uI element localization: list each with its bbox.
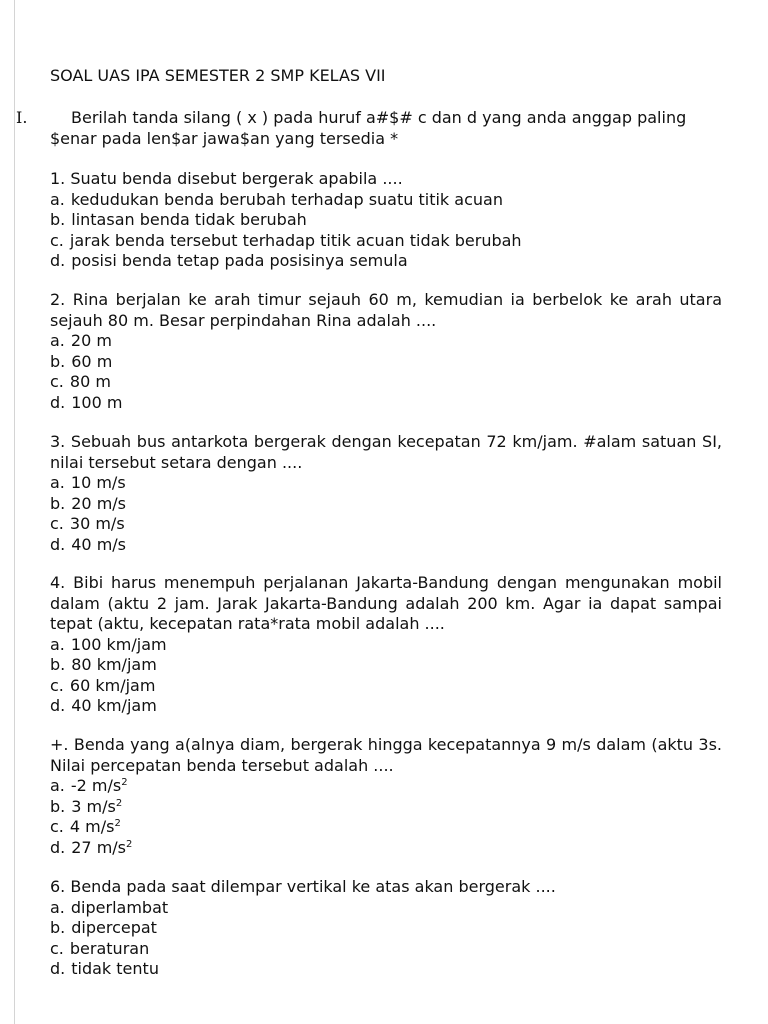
question-stem	[50, 573, 722, 635]
option-text: kedudukan benda berubah terhadap suatu titik acuan	[70, 189, 503, 209]
option-letter: c.	[50, 514, 64, 533]
option-letter: d.	[50, 392, 66, 412]
option-b[interactable]	[50, 918, 722, 939]
option-text: 27 m/s	[71, 837, 127, 857]
option-b[interactable]	[50, 210, 722, 231]
option-letter: c.	[50, 230, 64, 250]
option-d[interactable]	[50, 251, 722, 272]
option-d[interactable]	[50, 838, 722, 859]
option-text: jarak benda tersebut terhadap titik acuan tidak berubah	[69, 230, 522, 250]
option-letter: a.	[50, 634, 65, 654]
question-1	[50, 169, 722, 272]
option-c[interactable]	[50, 514, 722, 535]
superscript-exponent: 2	[121, 777, 128, 788]
option-c[interactable]	[50, 817, 722, 838]
question-stem	[50, 169, 722, 190]
option-text: -2 m/s	[70, 776, 122, 795]
option-list	[50, 635, 722, 717]
option-letter: d.	[50, 534, 66, 554]
question-text: Suatu benda disebut bergerak apabila ....	[70, 169, 403, 188]
option-text: 30 m/s	[69, 514, 125, 533]
question-stem	[50, 877, 722, 898]
option-text: 4 m/s	[69, 817, 115, 836]
option-text: 80 m	[69, 372, 111, 391]
question-number: 2.	[50, 290, 66, 309]
option-d[interactable]	[50, 959, 722, 980]
option-b[interactable]	[50, 494, 722, 515]
option-text: 20 m/s	[71, 493, 127, 513]
question-5	[50, 735, 722, 858]
option-text: 40 m/s	[71, 534, 127, 554]
question-number: +.	[50, 735, 69, 754]
question-text: Benda pada saat dilempar vertikal ke atas akan bergerak ....	[70, 877, 556, 896]
option-text: 10 m/s	[70, 473, 126, 492]
question-3	[50, 432, 722, 555]
option-text: beraturan	[69, 938, 150, 958]
option-letter: b.	[50, 918, 66, 937]
option-letter: a.	[50, 473, 65, 492]
document-title: SOAL UAS IPA SEMESTER 2 SMP KELAS VII	[50, 66, 386, 85]
option-letter: a.	[50, 897, 65, 917]
option-c[interactable]	[50, 939, 722, 960]
question-stem	[50, 735, 722, 776]
option-d[interactable]	[50, 696, 722, 717]
option-text: posisi benda tetap pada posisinya semula	[71, 251, 408, 270]
instruction-text: Berilah tanda silang ( x ) pada huruf a#$# c dan d yang anda anggap paling $enar pada len$ar jawa$an yang tersedia *	[50, 108, 687, 148]
superscript-exponent: 2	[114, 818, 121, 829]
superscript-exponent: 2	[115, 797, 123, 809]
option-text: 100 km/jam	[70, 634, 167, 654]
option-a[interactable]	[50, 776, 722, 797]
option-text: 60 m	[71, 351, 113, 371]
question-6	[50, 877, 722, 980]
option-a[interactable]	[50, 190, 722, 211]
option-a[interactable]	[50, 331, 722, 352]
option-letter: a.	[50, 331, 65, 350]
option-text: 40 km/jam	[71, 696, 157, 715]
question-2	[50, 290, 722, 413]
option-letter: c.	[50, 372, 64, 391]
option-letter: c.	[50, 675, 64, 695]
option-letter: d.	[50, 837, 66, 857]
option-text: 100 m	[71, 392, 123, 412]
option-letter: b.	[50, 351, 66, 371]
option-text: 3 m/s	[71, 796, 116, 816]
option-a[interactable]	[50, 898, 722, 919]
section-numeral: I.	[16, 108, 28, 127]
option-list	[50, 190, 722, 272]
option-list	[50, 776, 722, 858]
option-letter: d.	[50, 696, 66, 715]
option-c[interactable]	[50, 676, 722, 697]
option-letter: c.	[50, 938, 64, 958]
option-text: 80 km/jam	[71, 655, 157, 674]
option-letter: b.	[50, 493, 66, 513]
question-stem	[50, 432, 722, 473]
option-text: dipercepat	[71, 918, 157, 937]
option-c[interactable]	[50, 231, 722, 252]
option-letter: a.	[50, 776, 65, 795]
option-b[interactable]	[50, 797, 722, 818]
question-number: 1.	[50, 169, 66, 188]
question-text: Benda yang a(alnya diam, bergerak hingga kecepatannya 9 m/s dalam (aktu 3s. Nilai percepatan benda tersebut adalah ....	[50, 735, 722, 775]
option-a[interactable]	[50, 635, 722, 656]
question-4	[50, 573, 722, 717]
option-text: tidak tentu	[71, 959, 159, 978]
superscript-exponent: 2	[126, 838, 133, 850]
option-text: diperlambat	[70, 897, 169, 917]
question-stem	[50, 290, 722, 331]
section-instruction	[16, 108, 690, 149]
option-text: 20 m	[70, 331, 112, 350]
question-number: 4.	[50, 573, 66, 592]
question-text: Bibi harus menempuh perjalanan Jakarta-Bandung dengan mengunakan mobil dalam (aktu 2 jam. Jarak Jakarta-Bandung adalah 200 km. Agar ia dapat sampai tepat (aktu, kecepatan rata*rata mobil adalah ....	[50, 573, 722, 633]
option-letter: b.	[50, 655, 66, 674]
option-letter: b.	[50, 210, 66, 229]
option-b[interactable]	[50, 655, 722, 676]
question-number: 3.	[50, 432, 66, 451]
option-list	[50, 331, 722, 413]
option-d[interactable]	[50, 535, 722, 556]
option-b[interactable]	[50, 352, 722, 373]
option-list	[50, 473, 722, 555]
question-text: Sebuah bus antarkota bergerak dengan kecepatan 72 km/jam. #alam satuan SI, nilai tersebut setara dengan ....	[50, 432, 722, 472]
option-letter: a.	[50, 189, 65, 209]
option-letter: b.	[50, 796, 66, 816]
option-d[interactable]	[50, 393, 722, 414]
option-a[interactable]	[50, 473, 722, 494]
option-text: lintasan benda tidak berubah	[71, 210, 307, 229]
question-text: Rina berjalan ke arah timur sejauh 60 m, kemudian ia berbelok ke arah utara sejauh 80 m. Besar perpindahan Rina adalah ....	[50, 290, 722, 330]
option-letter: d.	[50, 251, 66, 270]
option-list	[50, 898, 722, 980]
question-number: 6.	[50, 877, 66, 896]
option-letter: d.	[50, 959, 66, 978]
option-c[interactable]	[50, 372, 722, 393]
option-text: 60 km/jam	[69, 675, 156, 695]
option-letter: c.	[50, 817, 64, 836]
